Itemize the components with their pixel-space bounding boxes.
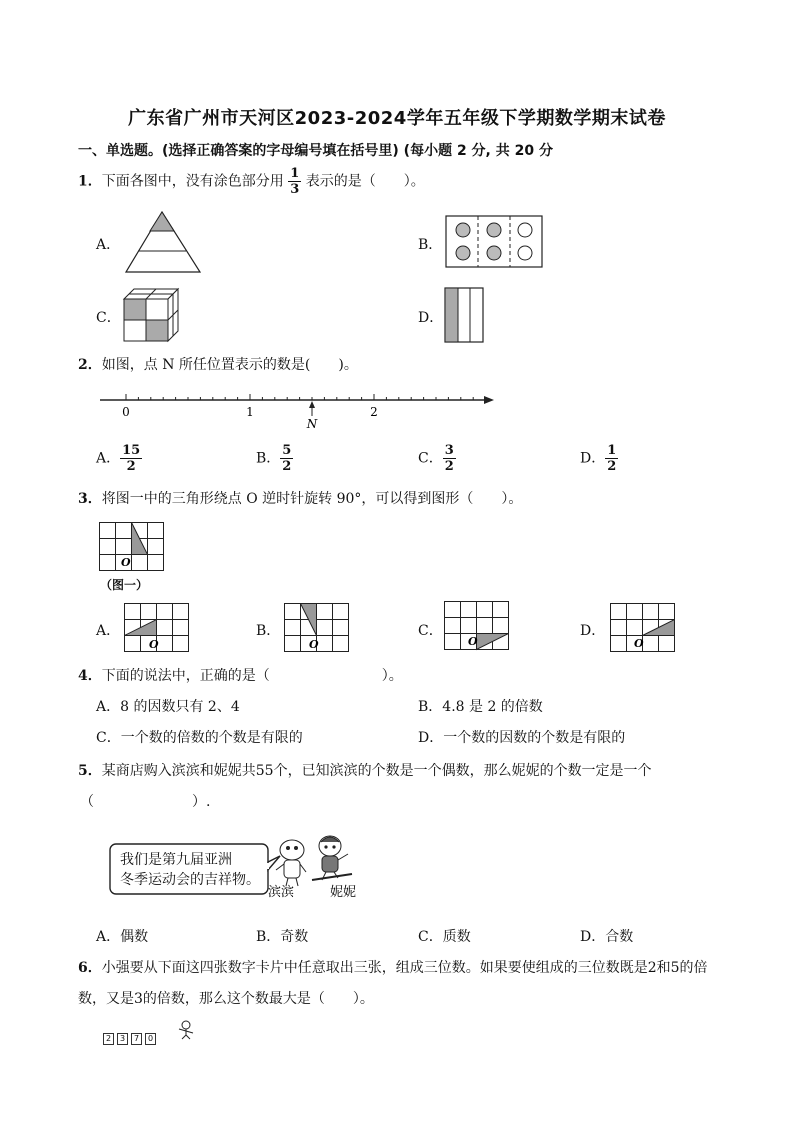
page-title: 广东省广州市天河区2023-2024学年五年级下学期数学期末试卷 bbox=[128, 108, 666, 129]
question-text: 某商店购入滨滨和妮妮共55个，已知滨滨的个数是一个偶数，那么妮妮的个数一定是一个 bbox=[101, 763, 652, 779]
question-6-cont: 数，又是3的倍数，那么这个数最大是（ ）。 bbox=[78, 991, 374, 1007]
option-d[interactable]: D． bbox=[580, 623, 606, 639]
option-b[interactable]: B．4.8 是 2 的倍数 bbox=[418, 699, 543, 715]
mascot-name-2: 妮妮 bbox=[330, 885, 357, 900]
svg-text:O: O bbox=[149, 638, 159, 651]
question-text: 将图一中的三角形绕点 O 逆时针旋转 90°，可以得到图形（ ）。 bbox=[101, 491, 523, 507]
section-heading: 一、单选题。(选择正确答案的字母编号填在括号里) (每小题 2 分, 共 20 分 bbox=[78, 143, 553, 159]
question-number: 4． bbox=[78, 668, 102, 684]
mascot-name-1: 滨滨 bbox=[268, 885, 295, 900]
question-4 bbox=[78, 665, 403, 685]
option-a[interactable]: A．偶数 bbox=[96, 929, 149, 945]
option-a[interactable]: A． bbox=[96, 623, 121, 639]
svg-text:O: O bbox=[468, 635, 478, 648]
circles-figure bbox=[445, 215, 543, 269]
question-number: 5． bbox=[78, 763, 102, 779]
digit-card: 0 bbox=[145, 1033, 156, 1045]
n-marker-label: N bbox=[306, 417, 318, 431]
option-b[interactable]: B． bbox=[256, 623, 281, 639]
bars-figure bbox=[444, 287, 484, 343]
digit-card: 3 bbox=[117, 1033, 128, 1045]
question-number: 1． bbox=[78, 173, 102, 190]
option-b-grid bbox=[284, 603, 352, 655]
option-c[interactable]: C． bbox=[418, 623, 443, 639]
question-number: 6． bbox=[78, 960, 102, 976]
cube-figure bbox=[122, 287, 180, 343]
boy-icon bbox=[176, 1020, 198, 1040]
option-d[interactable]: D． $\frac{1}{2}$ bbox=[580, 443, 617, 474]
number-cards bbox=[103, 1026, 159, 1045]
mascot-binbin-icon bbox=[276, 840, 306, 886]
question-number: 3． bbox=[78, 491, 102, 507]
option-d[interactable]: D．合数 bbox=[580, 929, 634, 945]
figure-one-grid bbox=[99, 522, 165, 574]
answer-blank[interactable]: （ ）. bbox=[80, 794, 211, 810]
digit-card: 2 bbox=[103, 1033, 114, 1045]
fraction: $\frac{1}{3}$ bbox=[290, 166, 300, 197]
question-text-cont: 表示的是（ ）。 bbox=[305, 173, 425, 190]
axis-label-1: 1 bbox=[246, 405, 254, 419]
question-5 bbox=[78, 760, 652, 780]
point-o-label: O bbox=[121, 556, 131, 569]
option-b[interactable]: B． bbox=[418, 237, 443, 253]
option-c-grid bbox=[444, 601, 512, 653]
option-b[interactable]: B． $\frac{5}{2}$ bbox=[256, 443, 292, 474]
question-text: 如图，点 N 所任位置表示的数是( )。 bbox=[101, 357, 358, 373]
option-c[interactable]: C． $\frac{3}{2}$ bbox=[418, 443, 454, 474]
question-3 bbox=[78, 488, 522, 508]
option-a[interactable]: A． $\frac{15}{2}$ bbox=[96, 443, 141, 474]
option-a[interactable]: A． bbox=[96, 237, 121, 253]
figure-caption: （图一） bbox=[100, 578, 149, 592]
number-line bbox=[98, 392, 498, 432]
option-d[interactable]: D． bbox=[418, 310, 444, 326]
question-text: 小强要从下面这四张数字卡片中任意取出三张，组成三位数。如果要使组成的三位数既是2和5的倍 bbox=[101, 960, 708, 976]
option-c[interactable]: C． bbox=[96, 310, 121, 326]
question-number: 2． bbox=[78, 357, 102, 373]
question-1 bbox=[78, 166, 425, 197]
question-text: 下面各图中，没有涂色部分用 bbox=[101, 173, 284, 190]
option-d[interactable]: D．一个数的因数的个数是有限的 bbox=[418, 730, 626, 746]
digit-card: 7 bbox=[131, 1033, 142, 1045]
axis-label-2: 2 bbox=[370, 405, 378, 419]
speech-line-1: 我们是第九届亚洲 bbox=[120, 852, 232, 868]
triangle-figure bbox=[124, 210, 202, 274]
mascot-nini-icon bbox=[312, 836, 352, 880]
svg-text:O: O bbox=[634, 637, 644, 650]
option-a-grid bbox=[124, 603, 192, 655]
question-2 bbox=[78, 354, 358, 374]
speech-line-2: 冬季运动会的吉祥物。 bbox=[120, 872, 260, 888]
axis-label-0: 0 bbox=[122, 405, 130, 419]
option-d-grid bbox=[610, 603, 678, 655]
option-c[interactable]: C．一个数的倍数的个数是有限的 bbox=[96, 730, 303, 746]
option-a[interactable]: A．8 的因数只有 2、4 bbox=[96, 699, 240, 715]
option-b[interactable]: B．奇数 bbox=[256, 929, 309, 945]
question-text: 下面的说法中，正确的是（ ）。 bbox=[101, 668, 403, 684]
svg-text:O: O bbox=[309, 638, 319, 651]
question-6 bbox=[78, 957, 708, 977]
option-c[interactable]: C．质数 bbox=[418, 929, 471, 945]
